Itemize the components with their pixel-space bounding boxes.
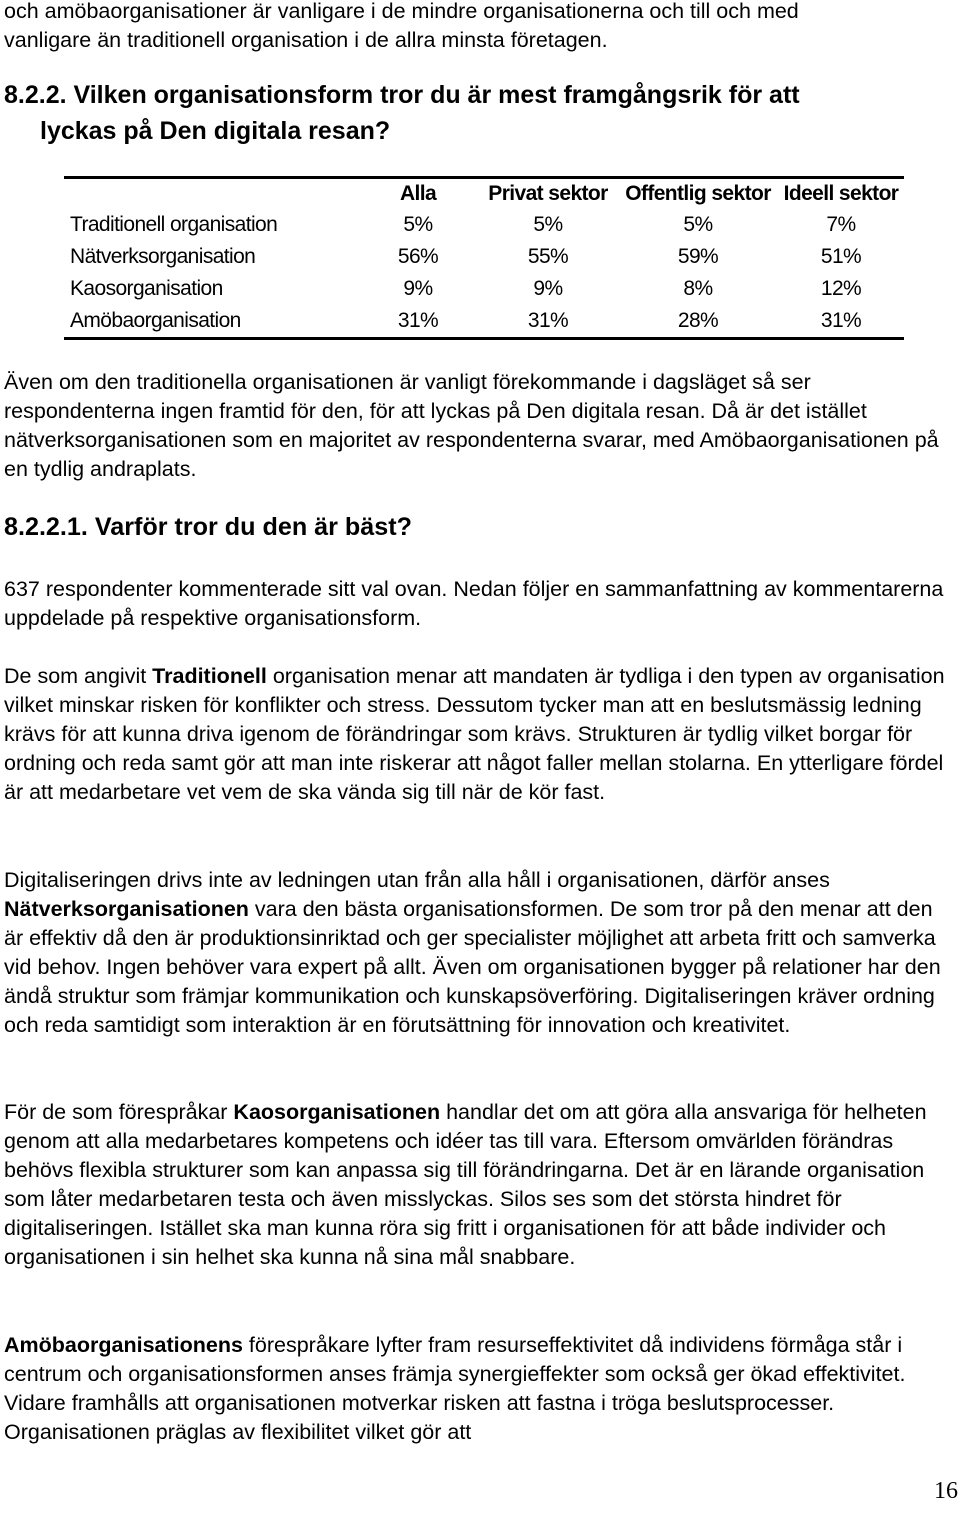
- intro-line-2: vanligare än traditionell organisation i de allra minsta företagen.: [4, 28, 608, 52]
- natverk-after: vara den bästa organisationsformen. De som tror på den menar att den är effektiv då den är produktionsinriktad och ger specialister möjlighet att arbeta fritt och samverka vid behov. Ingen behöver vara expert på allt. Även om organisationen bygger på relationer har den ändå struktur som främjar kommunikation och kunskapsöverföring. Digitaliseringen kräver ordning och reda samtidigt som interaktion är en förutsättning för innovation och kreativitet.: [4, 897, 941, 1037]
- table-row: [64, 273, 904, 305]
- traditionell-term: Traditionell: [152, 664, 267, 688]
- table-cell: 5%: [403, 213, 433, 236]
- table-cell: 56%: [397, 245, 439, 268]
- natverk-before: Digitaliseringen drivs inte av ledningen utan från alla håll i organisationen, därför anses: [4, 868, 830, 892]
- table-cell: 59%: [677, 245, 719, 268]
- table-cell: 5%: [533, 213, 563, 236]
- results-table: [64, 176, 904, 340]
- table-cell: 51%: [820, 245, 862, 268]
- traditionell-before: De som angivit: [4, 664, 153, 688]
- table-cell: 31%: [397, 309, 439, 332]
- table-cell: 55%: [527, 245, 569, 268]
- table-cell: 5%: [683, 213, 713, 236]
- natverk-paragraph: [4, 866, 956, 1040]
- table-cell: 31%: [820, 309, 862, 332]
- section-number: 8.2.2.: [4, 81, 67, 109]
- kaos-paragraph: [4, 1098, 956, 1272]
- table-cell: 7%: [826, 213, 856, 236]
- intro-paragraph: [4, 0, 956, 55]
- analysis-paragraph: Även om den traditionella organisationen är vanligt förekommande i dagsläget så ser respondenterna ingen framtid för den, för att lyckas på Den digitala resan. Då är det istället nätverksorganisationen som en majoritet av respondenterna svarar, med Amöbaorganisationen på en tydlig andraplats.: [4, 370, 939, 481]
- amoba-term: Amöbaorganisationens: [4, 1333, 243, 1357]
- natverk-term: Nätverksorganisationen: [4, 897, 249, 921]
- table-cell: 9%: [403, 277, 433, 300]
- kaos-term: Kaosorganisationen: [233, 1100, 441, 1124]
- subsection-heading: 8.2.2.1. Varför tror du den är bäst?: [4, 513, 412, 541]
- table-cell: 8%: [683, 277, 713, 300]
- results-table-container: [64, 176, 904, 342]
- table-cell: 9%: [533, 277, 563, 300]
- intro-line-1: och amöbaorganisationer är vanligare i de mindre organisationerna och till och med: [4, 0, 799, 23]
- header-offentlig-sektor: Offentlig sektor: [625, 182, 771, 205]
- section-title-line-1: Vilken organisationsform tror du är mest framgångsrik för att: [73, 81, 800, 109]
- row-label: Kaosorganisation: [70, 277, 223, 300]
- table-row: [64, 305, 904, 339]
- table-row: [64, 241, 904, 273]
- comments-intro-paragraph: 637 respondenter kommenterade sitt val ovan. Nedan följer en sammanfattning av kommentarerna uppdelade på respektive organisationsform.: [4, 577, 944, 630]
- table-row: [64, 209, 904, 241]
- table-header-row: [64, 178, 904, 210]
- header-alla: Alla: [399, 182, 437, 205]
- kaos-before: För de som förespråkar: [4, 1100, 234, 1124]
- table-cell: 12%: [820, 277, 862, 300]
- page-number: 16: [934, 1478, 958, 1504]
- table-cell: 28%: [677, 309, 719, 332]
- header-empty: [64, 178, 358, 210]
- header-ideell-sektor: Ideell sektor: [783, 182, 899, 205]
- section-title-line-2: lyckas på Den digitala resan?: [40, 117, 391, 145]
- traditionell-paragraph: [4, 662, 956, 807]
- row-label: Amöbaorganisation: [70, 309, 241, 332]
- amoba-paragraph: [4, 1331, 956, 1447]
- traditionell-after: organisation menar att mandaten är tydliga i den typen av organisation vilket minskar risken för konflikter och stress. Dessutom tycker man att en beslutsmässig ledning krävs för att kunna driva igenom de förändringar som krävs. Strukturen är tydlig vilket borgar för ordning och reda samt gör att man inte riskerar att något faller mellan stolarna. En ytterligare fördel är att medarbetare vet vem de ska vända sig till när de kör fast.: [4, 664, 945, 804]
- row-label: Traditionell organisation: [70, 213, 278, 236]
- amoba-after: förespråkare lyfter fram resurseffektivitet då individens förmåga står i centrum och organisationsformen anses främja synergieffekter som också ger ökad effektivitet. Vidare framhålls att organisationen motverkar risken att fastna i tröga beslutsprocesser. Organisationen präglas av flexibilitet vilket gör att: [4, 1333, 906, 1444]
- header-privat-sektor: Privat sektor: [488, 182, 608, 205]
- table-cell: 31%: [527, 309, 569, 332]
- row-label: Nätverksorganisation: [70, 245, 256, 268]
- section-heading: [4, 77, 956, 149]
- kaos-after: handlar det om att göra alla ansvariga för helheten genom att alla medarbetares kompetens och idéer tas till vara. Eftersom omvärlden förändras behövs flexibla strukturer som kan anpassa sig till förändringarna. Det är en lärande organisation som låter medarbetaren testa och även misslyckas. Silos ses som det största hindret för digitaliseringen. Istället ska man kunna röra sig fritt i organisationen för att både individer och organisationen i sin helhet ska kunna nå sina mål snabbare.: [4, 1100, 927, 1269]
